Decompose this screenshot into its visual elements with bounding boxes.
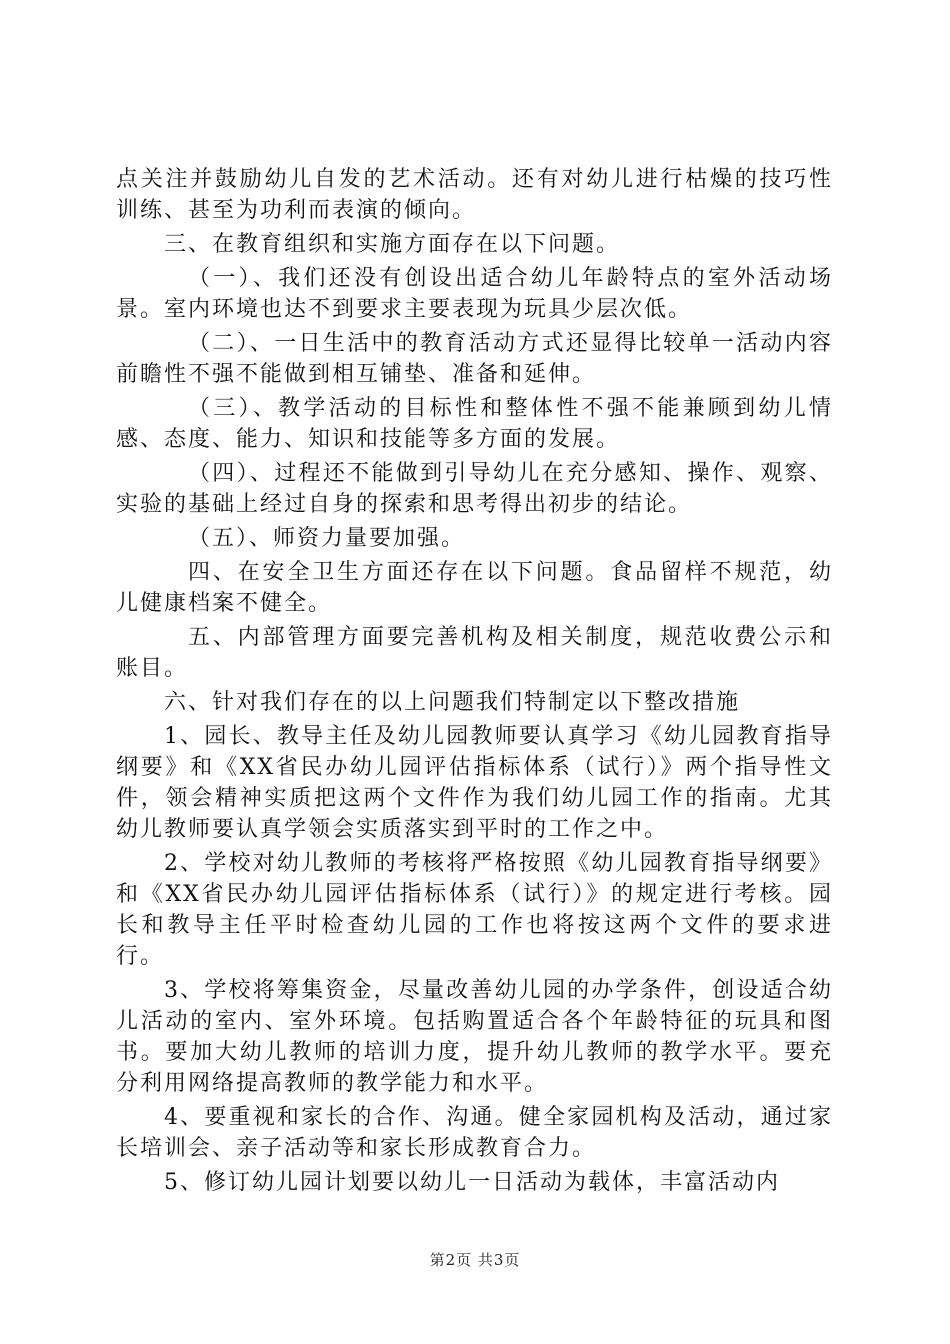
- paragraph-section-3: 三、在教育组织和实施方面存在以下问题。: [164, 232, 621, 257]
- paragraph-measure-1: 1、园长、教导主任及幼儿园教师要认真学习《幼儿园教育指导纲要》和《XX省民办幼儿园评估指标体系（试行）》两个指导性文件，领会精神实质把这两个文件作为我们幼儿园工作的指南。尤其幼儿教师要认真学领会实质落实到平时的工作之中。: [116, 724, 833, 842]
- paragraph-item-5: （五）、师资力量要加强。: [188, 526, 466, 551]
- paragraph-item-4: （四）、过程还不能做到引导幼儿在充分感知、操作、观察、实验的基础上经过自身的探索和思考得出初步的结论。: [116, 461, 833, 517]
- paragraph-item-3: （三）、教学活动的目标性和整体性不强不能兼顾到幼儿情感、态度、能力、知识和技能等多方面的发展。: [116, 396, 833, 452]
- document-body: [116, 164, 833, 1201]
- paragraph-measure-5: 5、修订幼儿园计划要以幼儿一日活动为载体，丰富活动内: [164, 1170, 780, 1195]
- paragraph-item-2: （二）、一日生活中的教育活动方式还显得比较单一活动内容前瞻性不强不能做到相互铺垫、准备和延伸。: [116, 331, 833, 387]
- paragraph-measure-4: 4、要重视和家长的合作、沟通。健全家园机构及活动，通过家长培训会、亲子活动等和家长形成教育合力。: [116, 1105, 833, 1161]
- paragraph-continuation: 点关注并鼓励幼儿自发的艺术活动。还有对幼儿进行枯燥的技巧性训练、甚至为功利而表演的倾向。: [116, 167, 833, 223]
- paragraph-measure-3: 3、学校将筹集资金，尽量改善幼儿园的办学条件，创设适合幼儿活动的室内、室外环境。包括购置适合各个年龄特征的玩具和图书。要加大幼儿教师的培训力度，提升幼儿教师的教学水平。要充分利用网络提高教师的教学能力和水平。: [116, 978, 833, 1096]
- paragraph-item-1: （一）、我们还没有创设出适合幼儿年龄特点的室外活动场景。室内环境也达不到要求主要表现为玩具少层次低。: [116, 266, 833, 322]
- page-number-footer: 第2页 共3页: [429, 1251, 521, 1269]
- paragraph-section-6: 六、针对我们存在的以上问题我们特制定以下整改措施: [164, 690, 741, 715]
- paragraph-section-4: 四、在安全卫生方面还存在以下问题。食品留样不规范，幼儿健康档案不健全。: [116, 560, 833, 616]
- paragraph-section-5: 五、内部管理方面要完善机构及相关制度，规范收费公示和账目。: [116, 625, 833, 681]
- paragraph-measure-2: 2、学校对幼儿教师的考核将严格按照《幼儿园教育指导纲要》和《XX省民办幼儿园评估指标体系（试行）》的规定进行考核。园长和教导主任平时检查幼儿园的工作也将按这两个文件的要求进行。: [116, 851, 833, 969]
